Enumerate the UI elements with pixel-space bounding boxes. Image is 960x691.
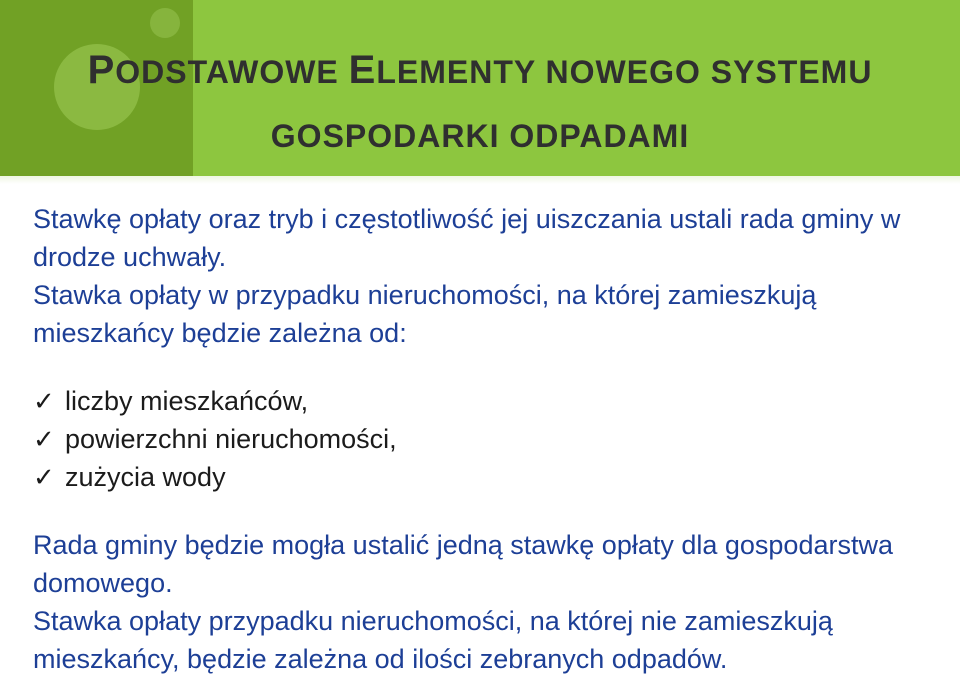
paragraph-resolution: Stawkę opłaty oraz tryb i częstotliwość jej uiszczania ustali rada gminy w drodze uchwały.: [33, 204, 901, 272]
list-item: [33, 382, 943, 420]
paragraph-household-rate: Rada gminy będzie mogła ustalić jedną stawkę opłaty dla gospodarstwa domowego.: [33, 530, 893, 598]
title-line-1: PODSTAWOWE ELEMENTY NOWEGO SYSTEMU: [87, 48, 873, 92]
slide-body: [33, 200, 943, 678]
paragraph-uninhabited-rate: Stawka opłaty przypadku nieruchomości, na której nie zamieszkują mieszkańcy, będzie zależna od ilości zebranych odpadów.: [33, 606, 833, 674]
title-line-2: GOSPODARKI ODPADAMI: [270, 118, 690, 154]
list-item-text: zużycia wody: [65, 462, 226, 492]
slide-header: [0, 0, 960, 176]
list-item: [33, 458, 943, 496]
paragraph-rate-dependency: Stawka opłaty w przypadku nieruchomości, na której zamieszkują mieszkańcy będzie zależna od:: [33, 280, 817, 348]
list-item-text: liczby mieszkańców,: [65, 386, 309, 416]
header-divider: [0, 176, 960, 184]
checkmark-icon: ✓: [33, 386, 55, 416]
checkmark-icon: ✓: [33, 424, 55, 454]
list-item-text: powierzchni nieruchomości,: [65, 424, 397, 454]
list-item: [33, 420, 943, 458]
slide-title: [0, 38, 960, 168]
checkmark-icon: ✓: [33, 462, 55, 492]
decorative-circle-small: [150, 8, 180, 38]
criteria-list: [33, 382, 943, 496]
